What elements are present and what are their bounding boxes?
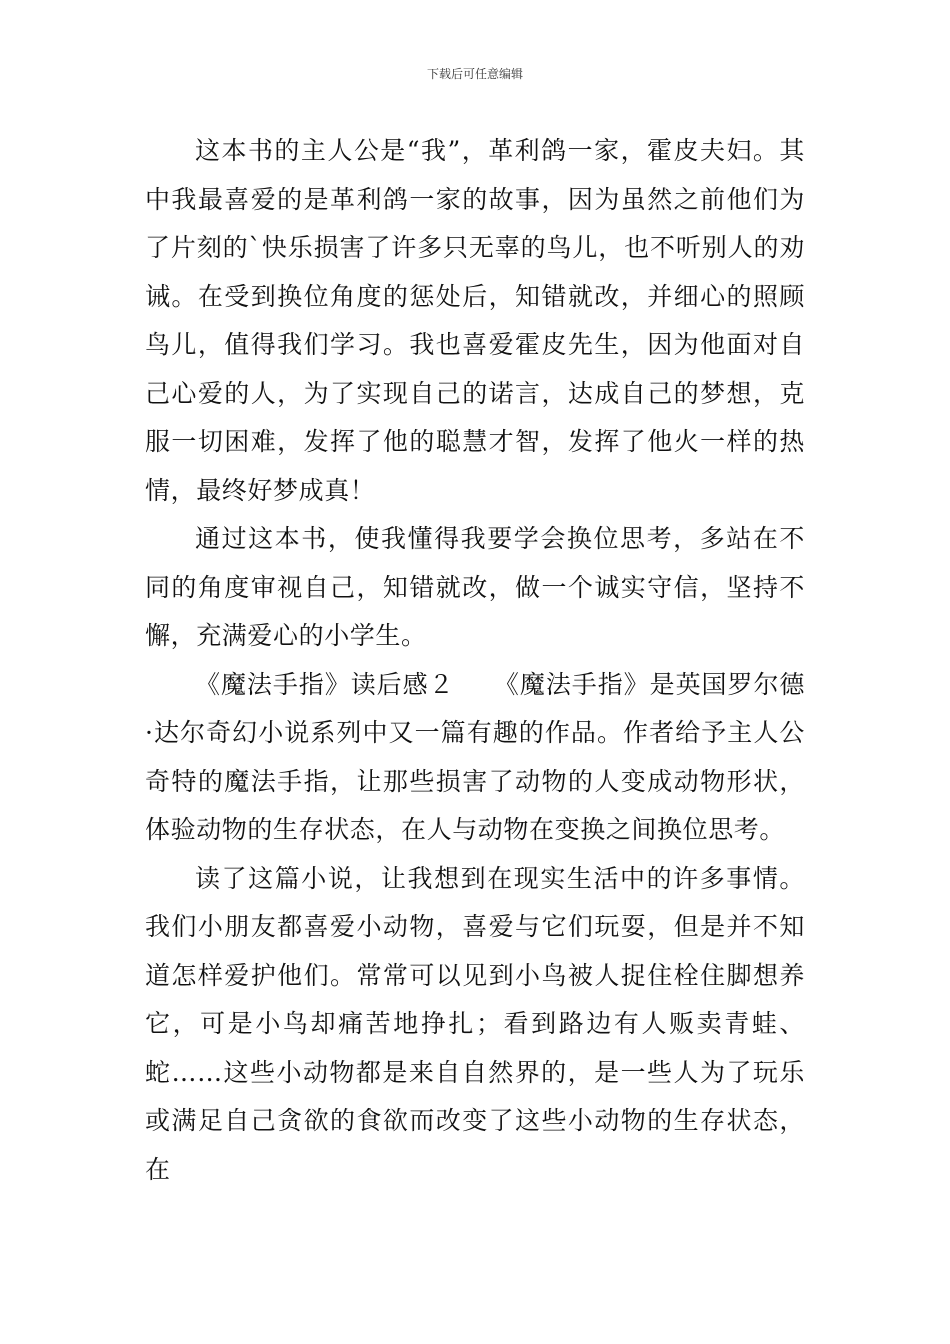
paragraph-4: 读了这篇小说，让我想到在现实生活中的许多事情。我们小朋友都喜爱小动物，喜爱与它们玩耍，但是并不知道怎样爱护他们。常常可以见到小鸟被人捉住栓住脚想养它，可是小鸟却痛苦地挣扎；看到路边有人贩卖青蛙、蛇……这些小动物都是来自自然界的，是一些人为了玩乐或满足自己贪欲的食欲而改变了这些小动物的生存状态，在	[145, 863, 805, 1184]
paragraph-3: 《魔法手指》读后感２ 《魔法手指》是英国罗尔德·达尔奇幻小说系列中又一篇有趣的作品。作者给予主人公奇特的魔法手指，让那些损害了动物的人变成动物形状，体验动物的生存状态，在人与动物在变换之间换位思考。	[145, 669, 805, 844]
document-body	[145, 127, 805, 1194]
paragraph-1: 这本书的主人公是“我”，革利鸽一家，霍皮夫妇。其中我最喜爱的是革利鸽一家的故事，因为虽然之前他们为了片刻的`快乐损害了许多只无辜的鸟儿，也不听别人的劝诫。在受到换位角度的惩处后，知错就改，并细心的照顾鸟儿，值得我们学习。我也喜爱霍皮先生，因为他面对自己心爱的人，为了实现自己的诺言，达成自己的梦想，克服一切困难，发挥了他的聪慧才智，发挥了他火一样的热情，最终好梦成真！	[145, 136, 805, 505]
page-header: 下载后可任意编辑	[426, 67, 523, 81]
paragraph-2: 通过这本书，使我懂得我要学会换位思考，多站在不同的角度审视自己，知错就改，做一个诚实守信，坚持不懈，充满爱心的小学生。	[145, 524, 805, 650]
